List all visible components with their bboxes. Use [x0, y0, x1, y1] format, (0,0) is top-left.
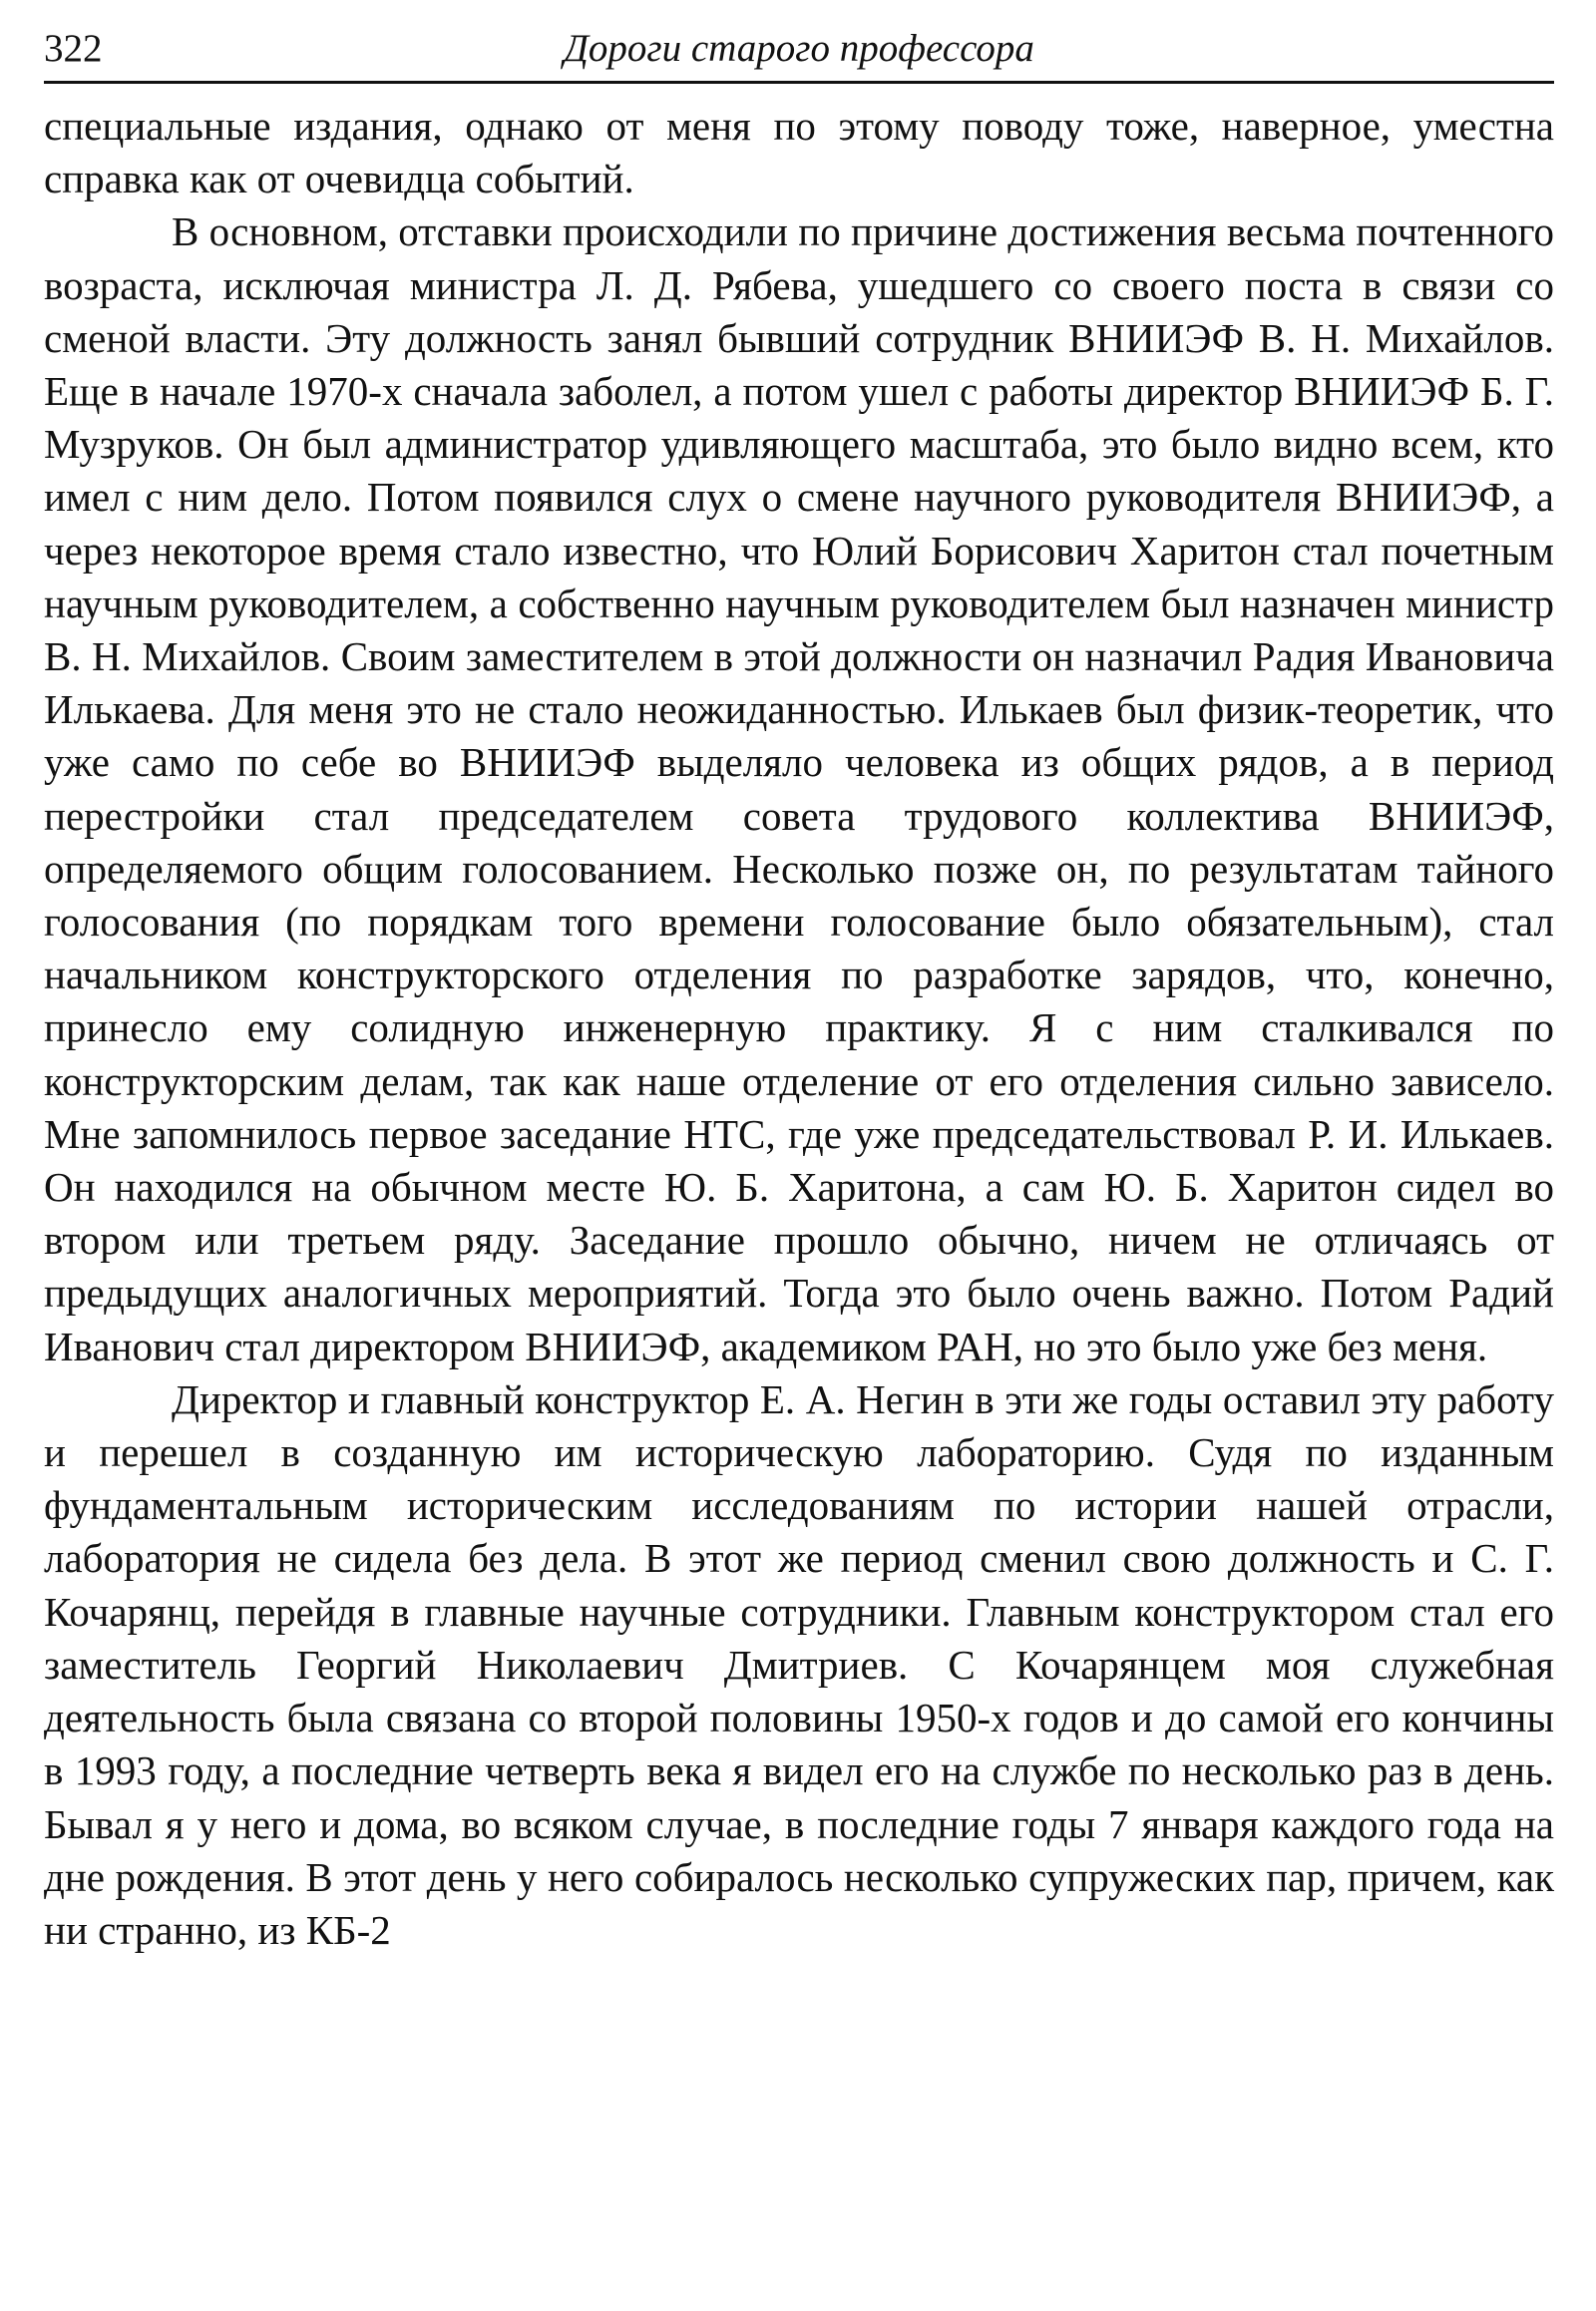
- page-body: [44, 100, 1554, 1957]
- page-number: 322: [44, 27, 103, 70]
- header-rule: [44, 81, 1554, 84]
- paragraph-negin: Директор и главный конструктор Е. А. Негин в эти же годы оставил эту работу и перешел в созданную им историческую лабораторию. Судя по изданным фундаментальным историческим исследованиям по истории нашей отрасли, лаборатория не сидела без дела. В этот же период сменил свою должность и С. Г. Кочарянц, перейдя в главные научные сотрудники. Главным конструктором стал его заместитель Георгий Николаевич Дмитриев. С Кочарянцем моя служебная деятельность была связана со второй половины 1950-х годов и до самой его кончины в 1993 году, а последние четверть века я видел его на службе по несколько раз в день. Бывал я у него и дома, во всяком случае, в последние годы 7 января каждого года на дне рождения. В этот день у него собиралось несколько супружеских пар, причем, как ни странно, из КБ-2: [44, 1375, 1554, 1953]
- page-header: [44, 22, 1554, 80]
- paragraph-resignations: В основном, отставки происходили по причине достижения весьма почтенного возраста, исключая министра Л. Д. Рябева, ушедшего со своего поста в связи со сменой власти. Эту должность занял бывший сотрудник ВНИИЭФ В. Н. Михайлов. Еще в начале 1970-х сначала заболел, а потом ушел с работы директор ВНИИЭФ Б. Г. Музруков. Он был администратор удивляющего масштаба, это было видно всем, кто имел с ним дело. Потом появился слух о смене научного руководителя ВНИИЭФ, а через некоторое время стало известно, что Юлий Борисович Харитон стал почетным научным руководителем, а собственно научным руководителем был назначен министр В. Н. Михайлов. Своим заместителем в этой должности он назначил Радия Ивановича Илькаева. Для меня это не стало неожиданностью. Илькаев был физик-теоретик, что уже само по себе во ВНИИЭФ выделяло человека из общих рядов, а в период перестройки стал председателем совета трудового коллектива ВНИИЭФ, определяемого общим голосованием. Несколько позже он, по результатам тайного голосования (по порядкам того времени голосование было обязательным), стал начальником конструкторского отделения по разработке зарядов, что, конечно, принесло ему солидную инженерную практику. Я с ним сталкивался по конструкторским делам, так как наше отделение от его отделения сильно зависело. Мне запомнилось первое заседание НТС, где уже председательствовал Р. И. Илькаев. Он находился на обычном месте Ю. Б. Харитона, а сам Ю. Б. Харитон сидел во втором или третьем ряду. Заседание прошло обычно, ничем не отличаясь от предыдущих аналогичных мероприятий. Тогда это было очень важно. Потом Радий Иванович стал директором ВНИИЭФ, академиком РАН, но это было уже без меня.: [44, 208, 1554, 1369]
- paragraph-continuation: специальные издания, однако от меня по этому поводу тоже, наверное, уместна справка как от очевидца событий.: [44, 103, 1554, 202]
- running-title: Дороги старого профессора: [564, 27, 1034, 70]
